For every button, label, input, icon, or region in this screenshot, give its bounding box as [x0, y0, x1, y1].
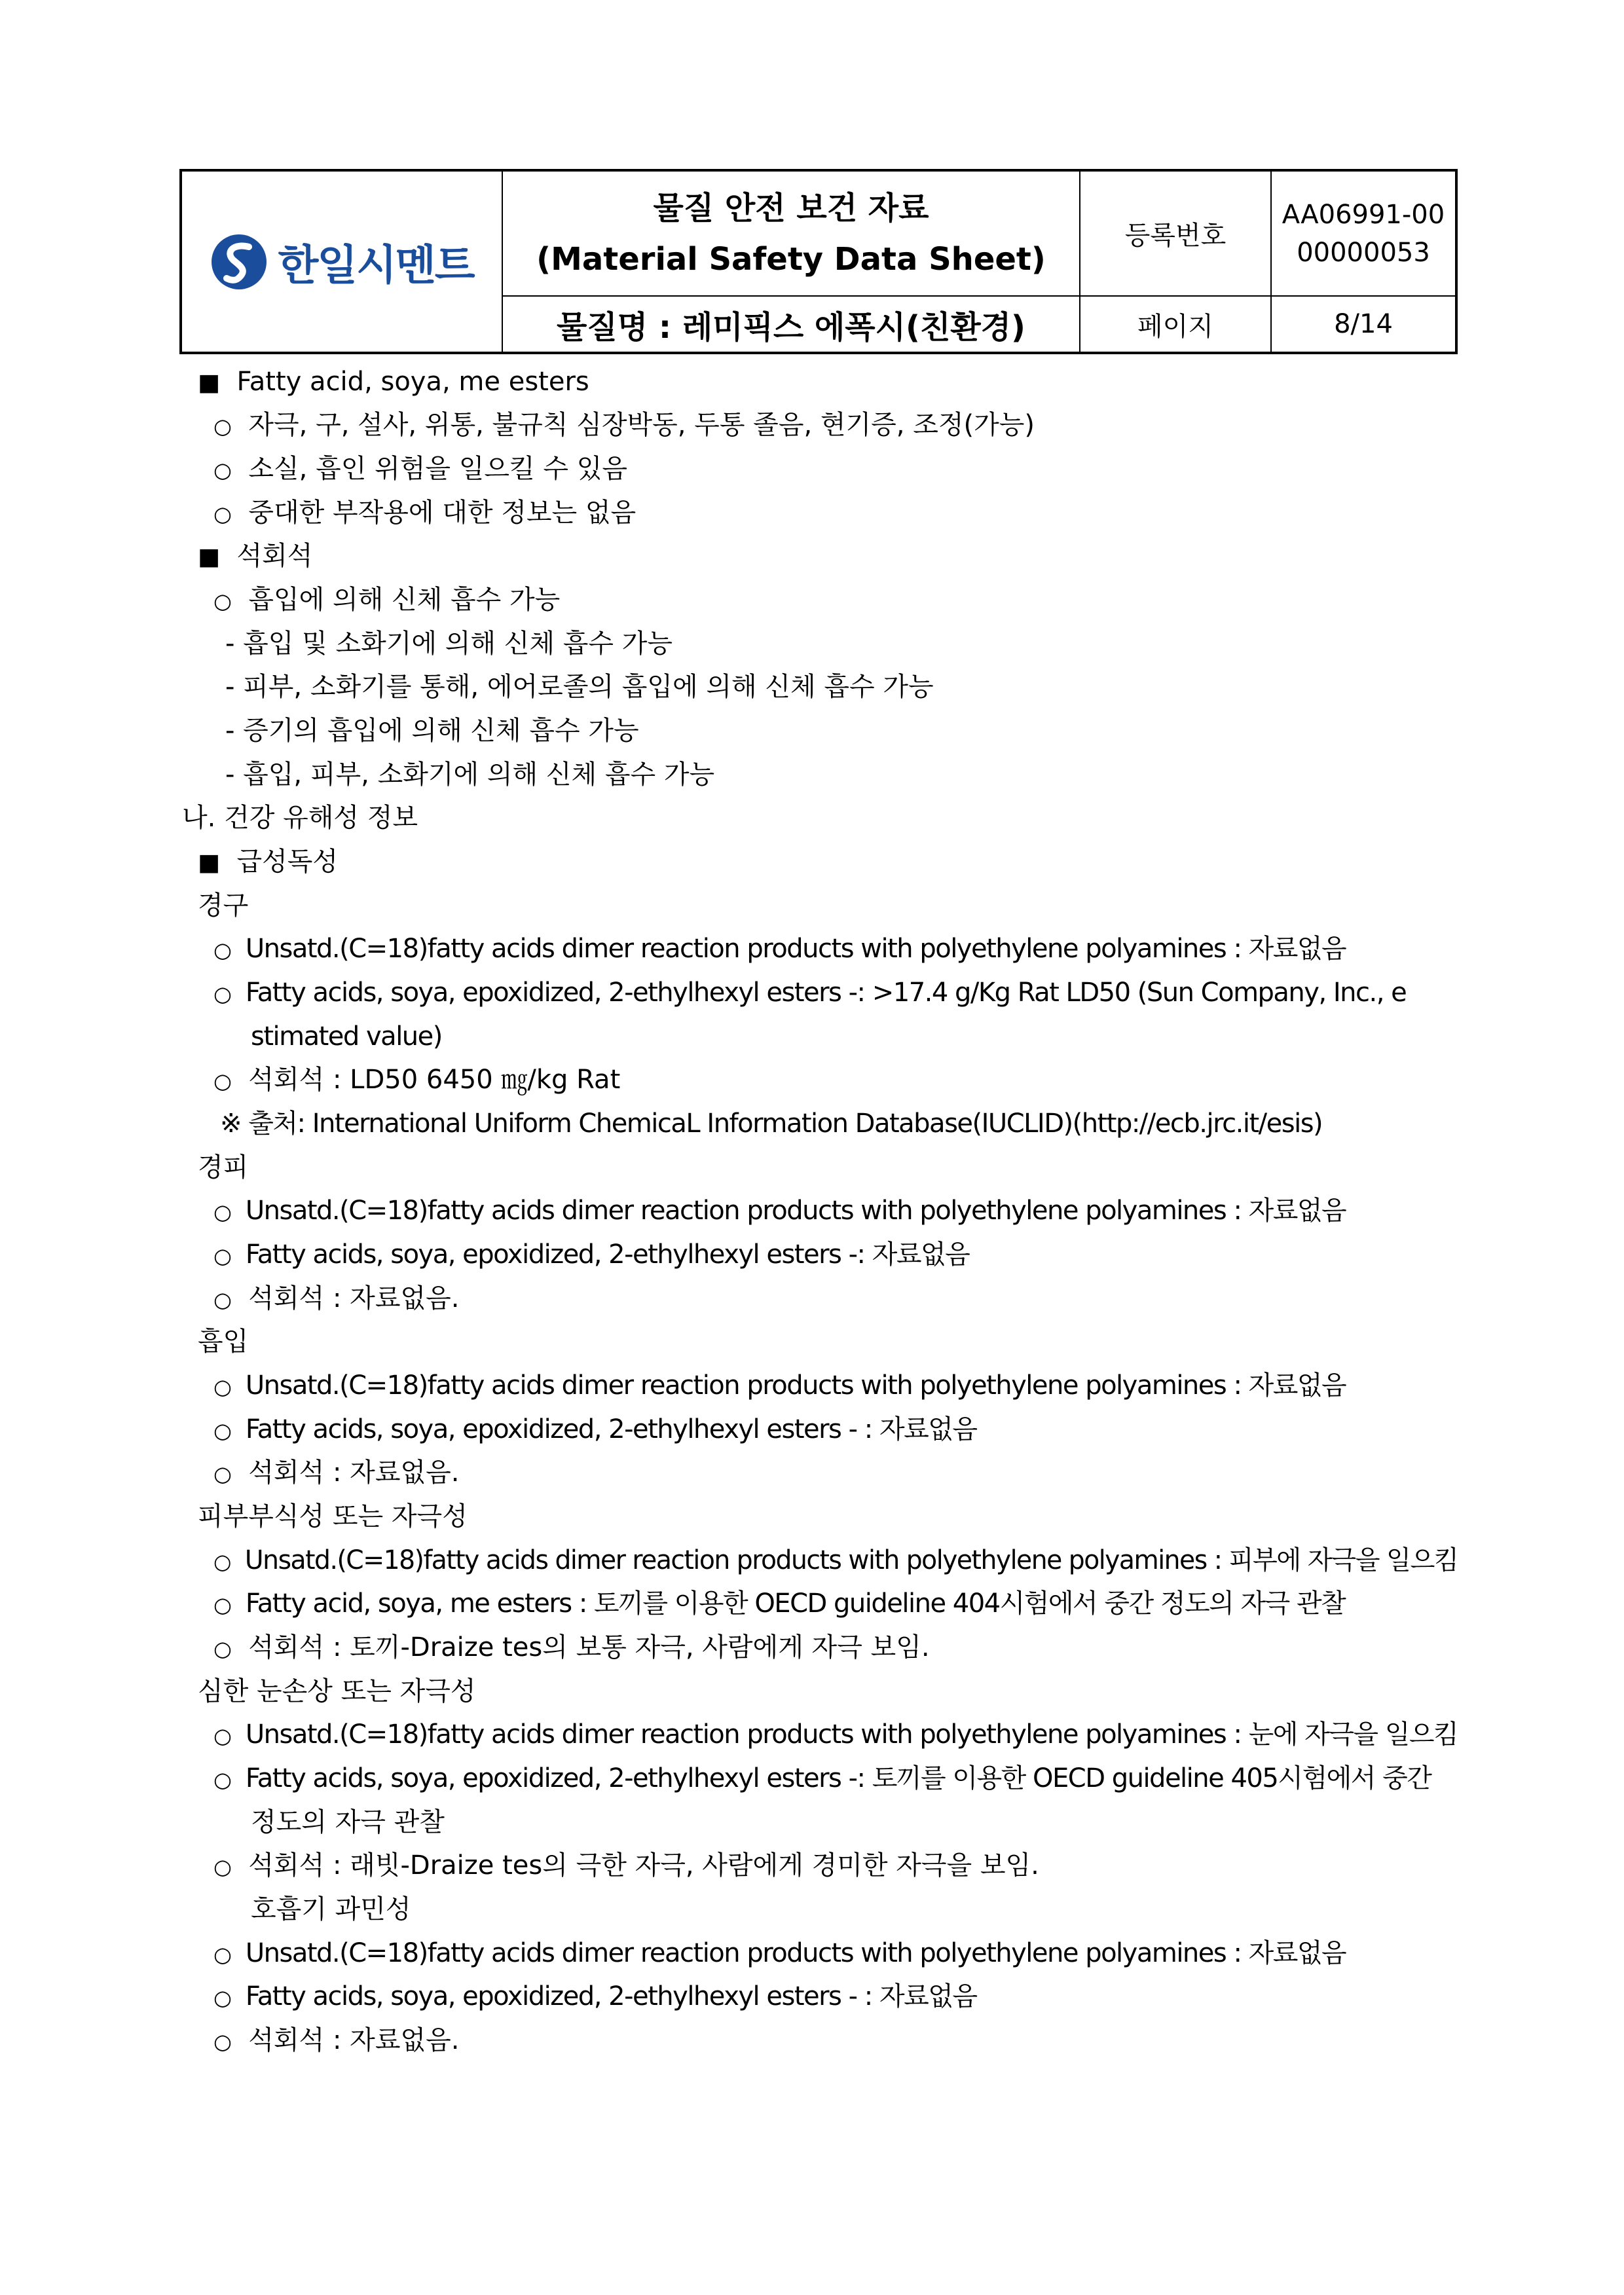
document-title-en: (Material Safety Data Sheet) — [536, 240, 1046, 278]
list-item: ○ Unsatd.(C=18)fatty acids dimer reaction products with polyethylene polyamines : 자료없음 — [213, 1196, 1346, 1226]
subheading: 흡입 — [198, 1327, 249, 1357]
list-item: ○ 석회석 : 래빗-Draize tes의 극한 자극, 사람에게 경미한 자극을 보임. — [213, 1850, 1039, 1881]
list-item: ○ 석회석 : 토끼-Draize tes의 보통 자극, 사람에게 자극 보임. — [213, 1632, 930, 1662]
list-item: ■ 급성독성 — [198, 847, 339, 877]
company-name: 한일시멘트 — [278, 241, 474, 290]
section-heading: 나. 건강 유해성 정보 — [182, 803, 418, 833]
list-item: ○ Unsatd.(C=18)fatty acids dimer reaction products with polyethylene polyamines : 자료없음 — [213, 1370, 1346, 1401]
list-item: - 피부, 소화기를 통해, 에어로졸의 흡입에 의해 신체 흡수 가능 — [225, 672, 934, 702]
list-item: ○ Fatty acids, soya, epoxidized, 2-ethylhexyl esters -: 토끼를 이용한 OECD guideline 405시험에서 중간 — [213, 1763, 1431, 1793]
company-logo-cell — [181, 170, 502, 353]
subheading: 피부부식성 또는 자극성 — [198, 1501, 468, 1532]
registration-number-line-1: AA06991-00 — [1282, 199, 1445, 230]
msds-header-table — [179, 169, 1458, 354]
subheading: 호흡기 과민성 — [251, 1894, 411, 1924]
material-name: 물질명 : 레미픽스 에폭시(친환경) — [502, 296, 1080, 353]
company-emblem-icon — [210, 232, 268, 291]
registration-number-line-2: 00000053 — [1297, 237, 1430, 268]
company-logo — [182, 232, 502, 292]
list-item: ○ 석회석 : 자료없음. — [213, 1458, 460, 1488]
list-item: ■ Fatty acid, soya, me esters — [198, 367, 589, 397]
registration-label: 등록번호 — [1080, 170, 1271, 296]
list-item: ○ 중대한 부작용에 대한 정보는 없음 — [213, 498, 637, 528]
list-item: ○ Unsatd.(C=18)fatty acids dimer reaction products with polyethylene polyamines : 자료없음 — [213, 1938, 1346, 1968]
subheading: 경구 — [198, 890, 249, 921]
list-item: - 흡입, 피부, 소화기에 의해 신체 흡수 가능 — [225, 760, 715, 790]
list-item: ■ 석회석 — [198, 541, 313, 571]
registration-number-cell — [1271, 170, 1456, 296]
document-title-cell — [502, 170, 1080, 296]
list-item: ○ 석회석 : LD50 6450 ㎎/kg Rat — [213, 1065, 621, 1095]
list-item: - 증기의 흡입에 의해 신체 흡수 가능 — [225, 716, 639, 746]
list-item: ○ Unsatd.(C=18)fatty acids dimer reaction products with polyethylene polyamines : 자료없음 — [213, 934, 1346, 964]
list-item-continuation: stimated value) — [251, 1021, 442, 1052]
list-item: ○ Fatty acids, soya, epoxidized, 2-ethylhexyl esters -: >17.4 g/Kg Rat LD50 (Sun Company, Inc., e — [213, 978, 1407, 1008]
list-item: ○ Fatty acids, soya, epoxidized, 2-ethylhexyl esters - : 자료없음 — [213, 1981, 977, 2011]
list-item: ○ Unsatd.(C=18)fatty acids dimer reaction products with polyethylene polyamines : 피부에 자극을 일으킴 — [213, 1545, 1458, 1575]
list-item: ○ 자극, 구, 설사, 위통, 불규칙 심장박동, 두통 졸음, 현기증, 조정(가능) — [213, 410, 1035, 440]
list-item: ○ Fatty acids, soya, epoxidized, 2-ethylhexyl esters - : 자료없음 — [213, 1414, 977, 1444]
subheading: 경피 — [198, 1152, 249, 1183]
list-item: - 흡입 및 소화기에 의해 신체 흡수 가능 — [225, 629, 673, 659]
list-item: ○ 소실, 흡인 위험을 일으킬 수 있음 — [213, 454, 627, 484]
list-item: ○ 석회석 : 자료없음. — [213, 1283, 460, 1313]
page-number: 8/14 — [1271, 296, 1456, 353]
page-label: 페이지 — [1080, 296, 1271, 353]
list-item: ○ Unsatd.(C=18)fatty acids dimer reaction products with polyethylene polyamines : 눈에 자극을 일으킴 — [213, 1719, 1458, 1750]
source-note: ※ 출처: International Uniform ChemicaL Information Database(IUCLID)(http://ecb.jrc.it/esis) — [220, 1109, 1323, 1139]
subheading: 심한 눈손상 또는 자극성 — [198, 1676, 476, 1706]
list-item: ○ 흡입에 의해 신체 흡수 가능 — [213, 585, 561, 615]
list-item-continuation: 정도의 자극 관찰 — [251, 1807, 445, 1837]
list-item: ○ Fatty acids, soya, epoxidized, 2-ethylhexyl esters -: 자료없음 — [213, 1239, 970, 1270]
list-item: ○ Fatty acid, soya, me esters : 토끼를 이용한 OECD guideline 404시험에서 중간 정도의 자극 관찰 — [213, 1588, 1346, 1619]
document-title-ko: 물질 안전 보건 자료 — [653, 189, 929, 227]
list-item: ○ 석회석 : 자료없음. — [213, 2025, 460, 2055]
